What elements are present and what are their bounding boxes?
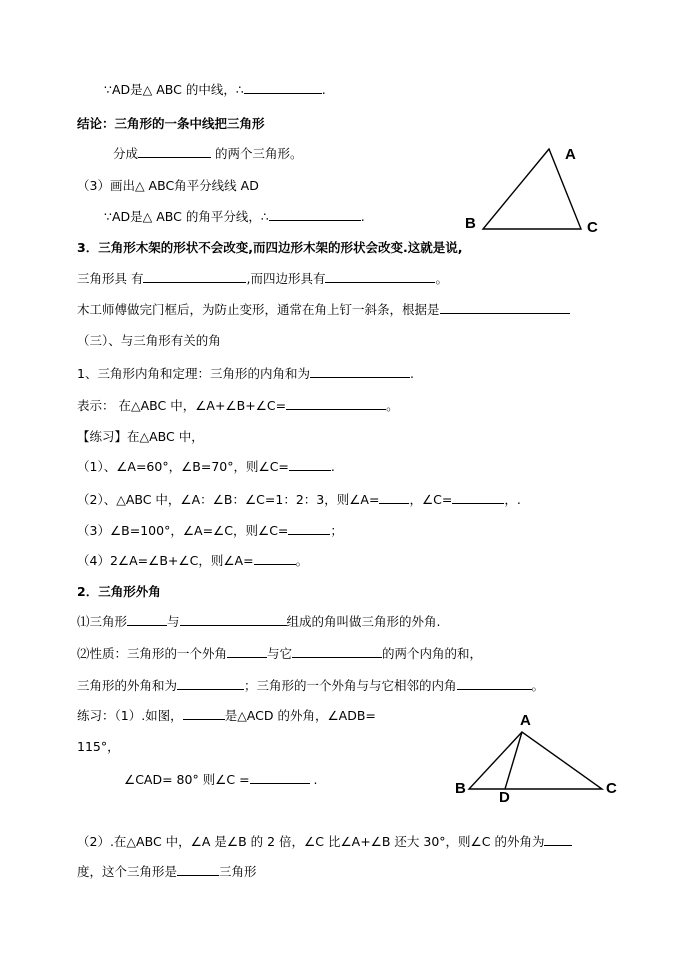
line-exercise-2-cont xyxy=(77,862,257,882)
text: 三角形的外角和为 xyxy=(77,678,178,693)
text: 2．三角形外角 xyxy=(77,584,161,599)
text: . xyxy=(330,459,335,474)
line-exterior-sum xyxy=(77,676,544,696)
line-expression xyxy=(77,396,399,416)
text: . xyxy=(409,366,414,381)
answer-blank[interactable] xyxy=(325,269,435,283)
line-exterior-property xyxy=(77,644,482,664)
text: ,而四边形具有 xyxy=(246,271,326,286)
answer-blank[interactable] xyxy=(177,676,244,690)
triangle-abc xyxy=(469,732,602,789)
answer-blank[interactable] xyxy=(452,490,504,504)
text: ； xyxy=(330,523,343,538)
line-exercise-2 xyxy=(77,832,572,852)
text: （4）2∠A=∠B+∠C，则∠A= xyxy=(77,553,254,568)
text: 1、三角形内角和定理：三角形的内角和为 xyxy=(77,366,310,381)
text: 。 xyxy=(386,398,399,413)
answer-blank[interactable] xyxy=(310,364,410,378)
answer-blank[interactable] xyxy=(286,396,386,410)
text: 练习：（1）.如图， xyxy=(77,708,183,723)
text: 。 xyxy=(531,678,545,693)
line-carpenter xyxy=(77,300,570,320)
line-practice-2 xyxy=(77,490,521,510)
vertex-label-c: C xyxy=(606,780,617,797)
text: ⑴三角形 xyxy=(77,614,128,629)
line-conclusion xyxy=(77,114,265,134)
line-practice-3 xyxy=(77,521,343,541)
line-exercise-1 xyxy=(77,706,376,726)
text: ；三角形的一个外角与与它相邻的内角 xyxy=(244,678,457,693)
answer-blank[interactable] xyxy=(127,612,167,626)
section-heading-angles xyxy=(77,331,221,351)
answer-blank[interactable] xyxy=(292,644,382,658)
text: 表示： 在△ABC 中，∠A+∠B+∠C= xyxy=(77,398,287,413)
text: 与 xyxy=(167,614,180,629)
text: 。 xyxy=(295,553,309,568)
line-exercise-1-cont xyxy=(77,737,120,757)
answer-blank[interactable] xyxy=(227,644,267,658)
line-stability xyxy=(77,238,462,258)
answer-blank[interactable] xyxy=(544,832,572,846)
answer-blank[interactable] xyxy=(269,207,361,221)
line-angle-sum-theorem xyxy=(77,364,414,384)
answer-blank[interactable] xyxy=(177,862,219,876)
answer-blank[interactable] xyxy=(379,490,409,504)
text: （三）、与三角形有关的角 xyxy=(77,333,221,348)
text: 三角形 xyxy=(219,864,257,879)
text: 是△ACD 的外角，∠ADB= xyxy=(224,708,376,723)
text: （3）画出△ ABC角平分线线 AD xyxy=(77,178,259,193)
vertex-label-a: A xyxy=(565,146,576,163)
text: （2）、△ABC 中，∠A：∠B：∠C=1：2：3，则∠A= xyxy=(77,492,380,507)
text: （2）.在△ABC 中，∠A 是∠B 的 2 倍，∠C 比∠A+∠B 还大 30°，则∠C 的外角为 xyxy=(77,834,545,849)
line-triangle-has xyxy=(77,269,448,289)
vertex-label-b: B xyxy=(455,780,466,797)
text: ⑵性质：三角形的一个外角 xyxy=(77,646,228,661)
text: （1）、∠A=60°，∠B=70°，则∠C= xyxy=(77,459,289,474)
answer-blank[interactable] xyxy=(288,521,330,535)
answer-blank[interactable] xyxy=(244,80,322,94)
vertex-label-a: A xyxy=(520,712,531,729)
vertex-label-d: D xyxy=(499,789,510,806)
answer-blank[interactable] xyxy=(138,144,211,158)
text: （3）∠B=100°，∠A=∠C，则∠C= xyxy=(77,523,289,538)
text: 。 xyxy=(435,271,448,286)
text: 结论：三角形的一条中线把三角形 xyxy=(77,116,265,131)
text: 的两个三角形。 xyxy=(211,146,303,161)
line-practice-4 xyxy=(77,551,308,571)
text: . xyxy=(321,82,326,97)
text: ∠CAD= 80° 则∠C = xyxy=(124,772,250,787)
answer-blank[interactable] xyxy=(143,269,246,283)
text: 木工师傅做完门框后，为防止变形，通常在角上钉一斜条，根据是 xyxy=(77,302,440,317)
text: ，. xyxy=(504,492,521,507)
line-practice-1 xyxy=(77,457,335,477)
section-heading-exterior-angle xyxy=(77,582,161,602)
text: 组成的角叫做三角形的外角. xyxy=(286,614,441,629)
answer-blank[interactable] xyxy=(289,457,331,471)
text: ，∠C= xyxy=(409,492,453,507)
answer-blank[interactable] xyxy=(254,551,296,565)
line-bisector-statement xyxy=(104,207,365,227)
answer-blank[interactable] xyxy=(183,706,225,720)
line-practice-heading xyxy=(77,427,204,447)
line-median-statement xyxy=(104,80,326,100)
vertex-label-b: B xyxy=(465,215,476,232)
answer-blank[interactable] xyxy=(440,300,570,314)
text: ∵AD是△ ABC 的角平分线，∴ xyxy=(104,209,269,224)
text: 3．三角形木架的形状不会改变,而四边形木架的形状会改变.这就是说, xyxy=(77,240,463,255)
line-exterior-definition xyxy=(77,612,441,632)
text: ∵AD是△ ABC 的中线，∴ xyxy=(104,82,244,97)
text: 度，这个三角形是 xyxy=(77,864,178,879)
text: 115°， xyxy=(77,739,120,754)
line-draw-bisector xyxy=(77,176,259,196)
line-exercise-1-question xyxy=(124,770,318,790)
answer-blank[interactable] xyxy=(250,770,310,784)
text: 【练习】在△ABC 中， xyxy=(77,429,204,444)
text: 与它 xyxy=(267,646,293,661)
text: . xyxy=(360,209,365,224)
text: 分成 xyxy=(113,146,139,161)
text: 三角形具 有 xyxy=(77,271,144,286)
text: 的两个内角的和， xyxy=(382,646,483,661)
answer-blank[interactable] xyxy=(457,676,532,690)
vertex-label-c: C xyxy=(587,219,598,236)
segment-ad xyxy=(505,732,522,789)
line-divides-into xyxy=(113,144,303,164)
text: . xyxy=(309,772,318,787)
answer-blank[interactable] xyxy=(180,612,287,626)
